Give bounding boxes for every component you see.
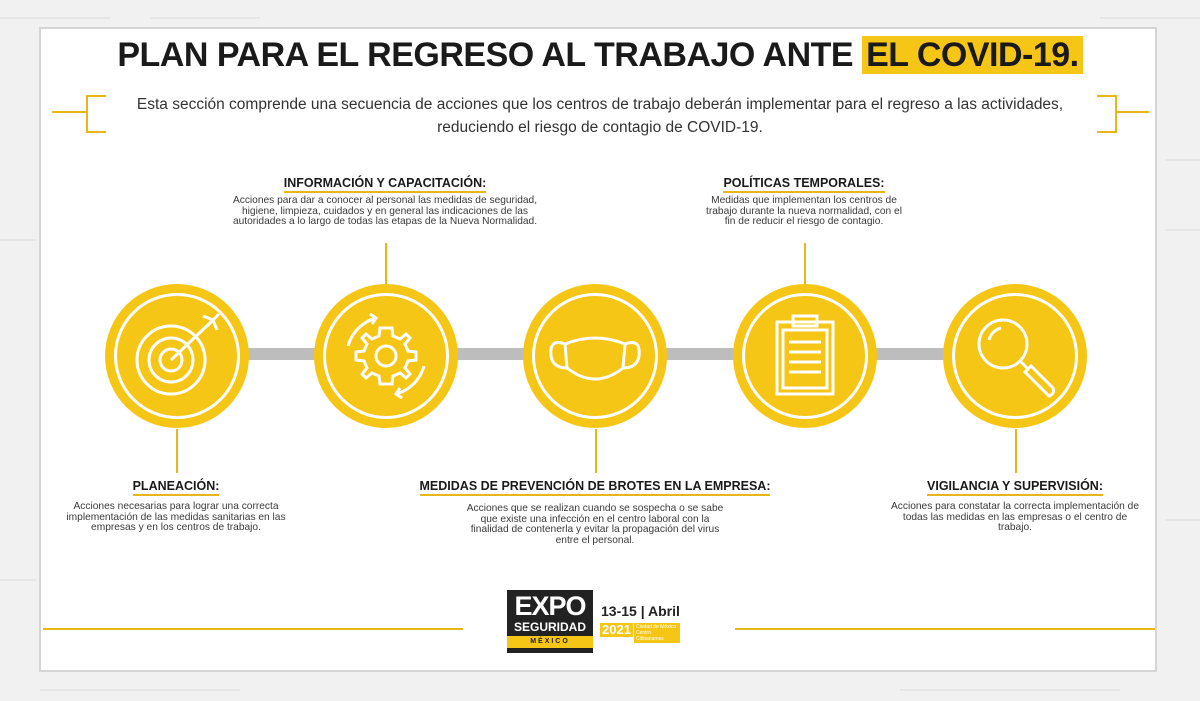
- step-3-description: Acciones que se realizan cuando se sospecha o se sabe que existe una infección en el centro laboral con la finalidad de contenerla y evitar la propagación del virus entre el personal.: [466, 503, 724, 546]
- intro-text: Esta sección comprende una secuencia de acciones que los centros de trabajo deberán implementar para el regreso a las actividades, reduciendo el riesgo de contagio de COVID-19.: [136, 96, 1064, 136]
- face-mask-icon: [545, 306, 645, 406]
- step-5-label: VIGILANCIA Y SUPERVISIÓN:: [915, 479, 1115, 493]
- title-highlight: EL COVID-19.: [862, 36, 1083, 74]
- step-2-circle: [314, 284, 458, 428]
- expo-seguridad-logo: [507, 590, 593, 653]
- step-2-connector-line: [385, 243, 387, 287]
- step-4-description: Medidas que implementan los centros de trabajo durante la nueva normalidad, con el fin de reducir el riesgo de contagio.: [706, 195, 902, 228]
- logo-seguridad-text: SEGURIDAD: [513, 620, 586, 634]
- gear-icon: [336, 306, 436, 406]
- footer-line-right: [735, 628, 1155, 630]
- page-title: [0, 36, 1200, 75]
- event-dates: 13-15 | Abril: [601, 603, 680, 619]
- logo-expo-text: EXPO: [514, 591, 586, 621]
- right-bracket: [1097, 95, 1117, 133]
- footer-line-left: [43, 628, 463, 630]
- event-place: Ciudad de México Centro Citibanamex: [634, 623, 680, 643]
- target-icon: [127, 306, 227, 406]
- step-2-description: Acciones para dar a conocer al personal las medidas de seguridad, higiene, limpieza, cuidados y en general las indicaciones de las autoridades a lo largo de todas las etapas de la Nueva Normalidad.: [232, 195, 538, 228]
- event-year: 2021: [602, 622, 631, 637]
- step-4-label: POLÍTICAS TEMPORALES:: [674, 176, 934, 190]
- step-4-circle: [733, 284, 877, 428]
- title-main: PLAN PARA EL REGRESO AL TRABAJO ANTE: [117, 36, 863, 74]
- step-3-circle: [523, 284, 667, 428]
- right-bracket-line: [1115, 111, 1149, 113]
- step-1-label: PLANEACIÓN:: [86, 479, 266, 493]
- step-1-circle: [105, 284, 249, 428]
- step-5-connector-line: [1015, 429, 1017, 473]
- step-1-description: Acciones necesarias para lograr una correcta implementación de las medidas sanitarias en las empresas y en los centros de trabajo.: [66, 501, 286, 534]
- step-3-connector-line: [595, 429, 597, 473]
- step-1-connector-line: [176, 429, 178, 473]
- logo-mexico-text: MÉXICO: [507, 636, 593, 648]
- clipboard-icon: [755, 306, 855, 406]
- left-bracket-line: [52, 111, 86, 113]
- step-3-label: MEDIDAS DE PREVENCIÓN DE BROTES EN LA EMPRESA:: [395, 479, 795, 493]
- magnifier-icon: [965, 306, 1065, 406]
- left-bracket: [86, 95, 106, 133]
- step-5-circle: [943, 284, 1087, 428]
- step-5-description: Acciones para constatar la correcta implementación de todas las medidas en las empresas o el centro de trabajo.: [890, 501, 1140, 534]
- step-2-label: INFORMACIÓN Y CAPACITACIÓN:: [235, 176, 535, 190]
- step-4-connector-line: [804, 243, 806, 287]
